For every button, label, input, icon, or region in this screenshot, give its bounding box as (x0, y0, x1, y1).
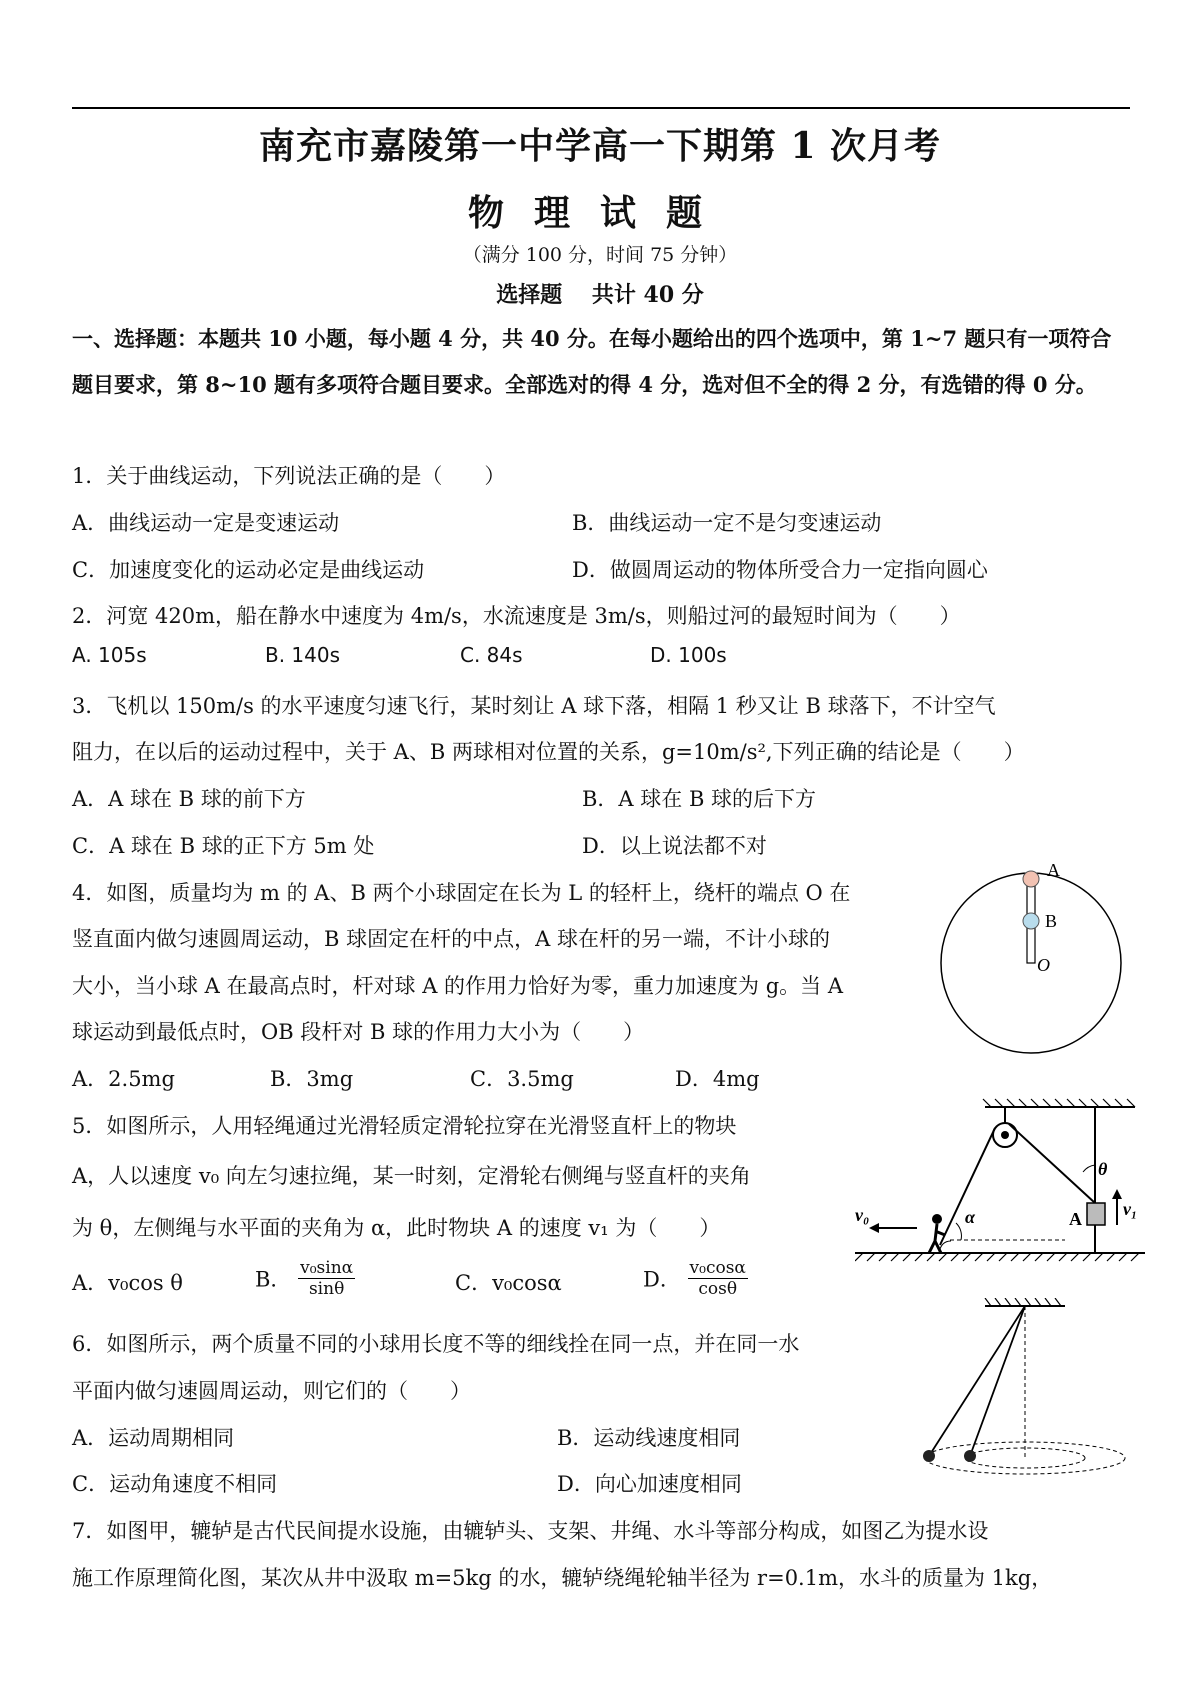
question-5-option-d-numerator: v₀cosα (689, 1258, 746, 1278)
fig5-label-alpha: α (965, 1207, 975, 1227)
question-5-option-d-denominator: cosθ (698, 1279, 738, 1299)
question-2-option-a: A. 105s (72, 643, 147, 667)
fig4-label-b: B (1045, 911, 1058, 931)
question-6-option-c: C．运动角速度不相同 (72, 1472, 278, 1496)
question-6-line-2: 平面内做匀速圆周运动，则它们的（ ） (72, 1379, 471, 1403)
question-1-option-d: D．做圆周运动的物体所受合力一定指向圆心 (572, 558, 988, 582)
page-subtitle: 物理试题 (467, 192, 732, 234)
question-5-option-d-label: D． (643, 1267, 681, 1292)
question-4-line-3: 大小，当小球 A 在最高点时，杆对球 A 的作用力恰好为零，重力加速度为 g。当 A (72, 974, 843, 998)
question-1-option-a: A．曲线运动一定是变速运动 (72, 511, 340, 535)
question-4-option-d: D．4mg (675, 1067, 760, 1091)
question-3-option-c: C．A 球在 B 球的正下方 5m 处 (72, 834, 375, 858)
question-4-option-b: B．3mg (270, 1067, 354, 1091)
question-5-figure (855, 1095, 1145, 1265)
fig4-label-o: O (1037, 955, 1050, 975)
question-2-option-c: C. 84s (460, 643, 523, 667)
question-6-line-1: 6．如图所示，两个质量不同的小球用长度不等的细线拴在同一点，并在同一水 (72, 1332, 800, 1356)
question-5-option-b (255, 1258, 355, 1299)
question-1-option-c: C．加速度变化的运动必定是曲线运动 (72, 558, 425, 582)
section-heading: 选择题 共计 40 分 (496, 282, 704, 308)
instructions: 一、选择题：本题共 10 小题，每小题 4 分，共 40 分。在每小题给出的四个选项中，第 1~7 题只有一项符合题目要求，第 8~10 题有多项符合题目要求。全部选对的得 4 分，选对但不全的得 2 分，有选错的得 0 分。 (72, 326, 1112, 397)
question-5-option-c: C．v₀cosα (455, 1271, 562, 1295)
question-4-line-2: 竖直面内做匀速圆周运动，B 球固定在杆的中点，A 球在杆的另一端，不计小球的 (72, 927, 830, 951)
exam-note: （满分 100 分，时间 75 分钟） (462, 244, 738, 266)
question-6-figure (915, 1298, 1140, 1478)
top-rule (72, 107, 1130, 109)
question-6-option-d: D．向心加速度相同 (557, 1472, 742, 1496)
question-5-line-2: A，人以速度 v₀ 向左匀速拉绳，某一时刻，定滑轮右侧绳与竖直杆的夹角 (72, 1164, 751, 1188)
question-5-option-b-fraction (298, 1258, 355, 1299)
fig5-label-v0: v₀ (855, 1205, 870, 1225)
question-5-option-b-label: B． (255, 1267, 292, 1292)
question-4-line-4: 球运动到最低点时，OB 段杆对 B 球的作用力大小为（ ） (72, 1020, 645, 1044)
fig5-label-block: A (1069, 1209, 1082, 1229)
question-6-option-b: B．运动线速度相同 (557, 1426, 741, 1450)
question-5-option-b-numerator: v₀sinα (300, 1258, 354, 1278)
question-3-option-a: A．A 球在 B 球的前下方 (72, 787, 306, 811)
question-4-option-a: A．2.5mg (72, 1067, 175, 1091)
question-7-line-2: 施工作原理简化图，某次从井中汲取 m=5kg 的水，辘轳绕绳轮轴半径为 r=0.1m，水斗的质量为 1kg， (72, 1566, 1053, 1590)
question-3-stem-line-2: 阻力，在以后的运动过程中，关于 A、B 两球相对位置的关系，g=10m/s²,下列正确的结论是（ ） (72, 740, 1025, 764)
question-4-line-1: 4．如图，质量均为 m 的 A、B 两个小球固定在长为 L 的轻杆上，绕杆的端点 O 在 (72, 881, 851, 905)
question-5-option-a: A．v₀cos θ (72, 1271, 183, 1295)
question-5-line-1: 5．如图所示，人用轻绳通过光滑轻质定滑轮拉穿在光滑竖直杆上的物块 (72, 1114, 737, 1138)
question-5-line-3: 为 θ，左侧绳与水平面的夹角为 α，此时物块 A 的速度 v₁ 为（ ） (72, 1216, 721, 1240)
question-2-option-d: D. 100s (650, 643, 727, 667)
question-5-option-b-denominator: sinθ (308, 1279, 345, 1299)
fig5-label-v1: v₁ (1123, 1199, 1138, 1219)
question-1-stem: 1．关于曲线运动，下列说法正确的是（ ） (72, 464, 506, 488)
question-5-option-d-fraction (688, 1258, 748, 1299)
question-3-option-d: D．以上说法都不对 (582, 834, 767, 858)
page-title: 南充市嘉陵第一中学高一下期第 1 次月考 (258, 125, 942, 167)
question-3-stem-line-1: 3．飞机以 150m/s 的水平速度匀速飞行，某时刻让 A 球下落，相隔 1 秒又让 B 球落下，不计空气 (72, 694, 996, 718)
question-1-option-b: B．曲线运动一定不是匀变速运动 (572, 511, 882, 535)
question-4-figure (935, 855, 1135, 1055)
fig4-label-a: A (1047, 860, 1060, 880)
fig5-label-theta: θ (1098, 1159, 1108, 1179)
question-7-line-1: 7．如图甲，辘轳是古代民间提水设施，由辘轳头、支架、井绳、水斗等部分构成，如图乙为提水设 (72, 1519, 989, 1543)
question-6-option-a: A．运动周期相同 (72, 1426, 235, 1450)
question-3-option-b: B．A 球在 B 球的后下方 (582, 787, 817, 811)
question-5-option-d (643, 1258, 748, 1299)
question-4-option-c: C．3.5mg (470, 1067, 574, 1091)
question-2-option-b: B. 140s (265, 643, 341, 667)
question-2-stem: 2．河宽 420m，船在静水中速度为 4m/s，水流速度是 3m/s，则船过河的最短时间为（ ） (72, 604, 961, 628)
